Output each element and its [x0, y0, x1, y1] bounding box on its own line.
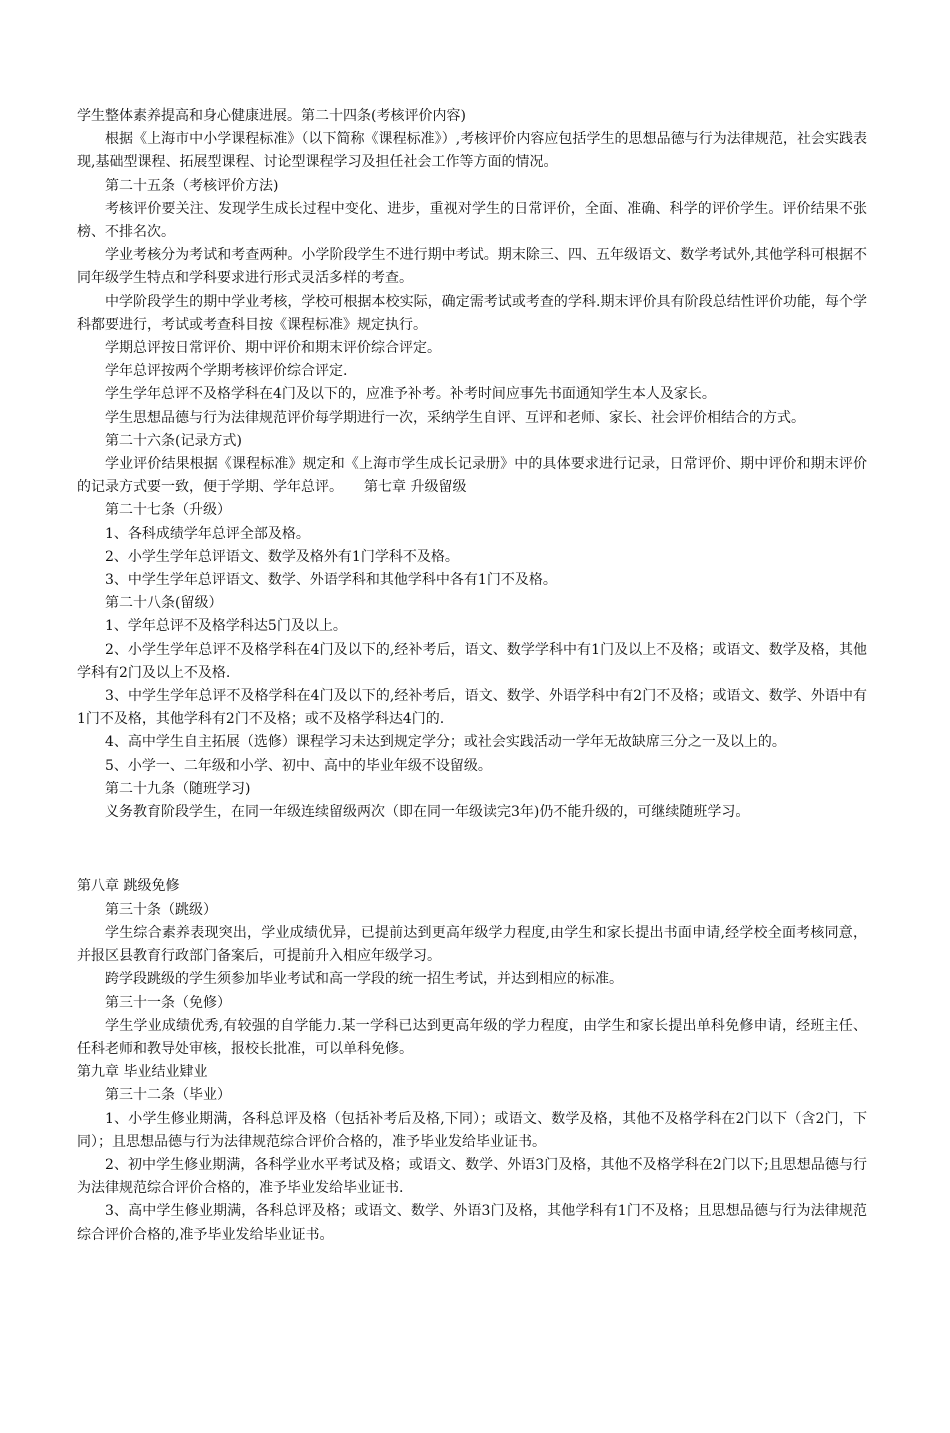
paragraph: 1、小学生修业期满，各科总评及格（包括补考后及格,下同）；或语文、数学及格，其他不及格学科在2门以下（含2门，下同）；且思想品德与行为法律规范综合评价合格的，准予毕业发给毕业证书。	[77, 1110, 867, 1150]
paragraph: 根据《上海市中小学课程标准》（以下简称《课程标准》）,考核评价内容应包括学生的思想品德与行为法律规范，社会实践表现,基础型课程、拓展型课程、讨论型课程学习及担任社会工作等方面的情况。	[77, 131, 867, 171]
paragraph: 学生思想品德与行为法律规范评价每学期进行一次，采纳学生自评、互评和老师、家长、社会评价相结合的方式。	[105, 409, 805, 426]
paragraph: 1、学年总评不及格学科达5门及以上。	[105, 618, 347, 635]
paragraph: 第二十五条（考核评价方法)	[105, 177, 279, 194]
chapter-heading: 第九章 毕业结业肄业	[77, 1064, 208, 1081]
paragraph: 跨学段跳级的学生须参加毕业考试和高一学段的统一招生考试，并达到相应的标准。	[105, 971, 623, 988]
paragraph: 3、高中学生修业期满，各科总评及格；或语文、数学、外语3门及格，其他学科有1门不及格；且思想品德与行为法律规范综合评价合格的,准予毕业发给毕业证书。	[77, 1203, 867, 1243]
paragraph: 学年总评按两个学期考核评价综合评定.	[105, 363, 348, 380]
paragraph: 学业考核分为考试和考查两种。小学阶段学生不进行期中考试。期末除三、四、五年级语文、数学考试外,其他学科可根据不同年级学生特点和学科要求进行形式灵活多样的考查。	[77, 247, 867, 287]
paragraph: 第二十七条（升级）	[105, 502, 231, 519]
paragraph: 第三十一条（免修）	[105, 994, 231, 1011]
paragraph: 第二十六条(记录方式)	[105, 432, 242, 449]
paragraph: 2、小学生学年总评语文、数学及格外有1门学科不及格。	[105, 548, 459, 565]
paragraph: 2、小学生学年总评不及格学科在4门及以下的,经补考后，语文、数学学科中有1门及以上不及格；或语文、数学及格，其他学科有2门及以上不及格.	[77, 641, 867, 681]
paragraph: 2、初中学生修业期满，各科学业水平考试及格；或语文、数学、外语3门及格，其他不及格学科在2门以下;且思想品德与行为法律规范综合评价合格的，准予毕业发给毕业证书.	[77, 1156, 867, 1197]
paragraph: 学期总评按日常评价、期中评价和期末评价综合评定。	[105, 340, 441, 357]
paragraph: 5、小学一、二年级和小学、初中、高中的毕业年级不设留级。	[105, 757, 492, 774]
paragraph: 学生学年总评不及格学科在4门及以下的，应准予补考。补考时间应事先书面通知学生本人及家长。	[105, 386, 716, 403]
paragraph: 第二十八条(留级）	[105, 595, 223, 612]
blank-line	[77, 838, 867, 861]
chapter-heading: 第八章 跳级免修	[77, 878, 180, 895]
paragraph: 学生学业成绩优秀,有较强的自学能力.某一学科已达到更高年级的学力程度，由学生和家长提出单科免修申请，经班主任、任科老师和教导处审核，报校长批准，可以单科免修。	[77, 1017, 867, 1057]
paragraph: 1、各科成绩学年总评全部及格。	[105, 525, 310, 542]
paragraph: 4、高中学生自主拓展（选修）课程学习未达到规定学分；或社会实践活动一学年无故缺席三分之一及以上的。	[105, 734, 786, 751]
paragraph: 考核评价要关注、发现学生成长过程中变化、进步，重视对学生的日常评价，全面、准确、科学的评价学生。评价结果不张榜、不排名次。	[77, 200, 867, 241]
paragraph: 3、中学生学年总评语文、数学、外语学科和其他学科中各有1门不及格。	[105, 572, 557, 589]
paragraph: 第三十条（跳级）	[105, 901, 217, 918]
paragraph: 中学阶段学生的期中学业考核，学校可根据本校实际，确定需考试或考查的学科.期末评价具有阶段总结性评价功能，每个学科都要进行，考试或考查科目按《课程标准》规定执行。	[77, 293, 867, 333]
paragraph: 学业评价结果根据《课程标准》规定和《上海市学生成长记录册》中的具体要求进行记录，日常评价、期中评价和期末评价的记录方式要一致，便于学期、学年总评。 第七章 升级留级	[77, 456, 867, 496]
document-body	[77, 105, 867, 1247]
paragraph: 3、中学生学年总评不及格学科在4门及以下的,经补考后，语文、数学、外语学科中有2门不及格；或语文、数学、外语中有1门不及格，其他学科有2门不及格；或不及格学科达4门的.	[77, 688, 867, 728]
paragraph: 学生综合素养表现突出，学业成绩优异，已提前达到更高年级学力程度,由学生和家长提出书面申请,经学校全面考核同意，并报区县教育行政部门备案后，可提前升入相应年级学习。	[77, 924, 867, 965]
paragraph: 义务教育阶段学生，在同一年级连续留级两次（即在同一年级读完3年)仍不能升级的，可继续随班学习。	[105, 804, 750, 821]
paragraph: 第二十九条（随班学习)	[105, 780, 251, 797]
paragraph: 第三十二条（毕业）	[105, 1087, 231, 1104]
chapter-heading: 学生整体素养提高和身心健康进展。第二十四条(考核评价内容)	[77, 108, 466, 124]
